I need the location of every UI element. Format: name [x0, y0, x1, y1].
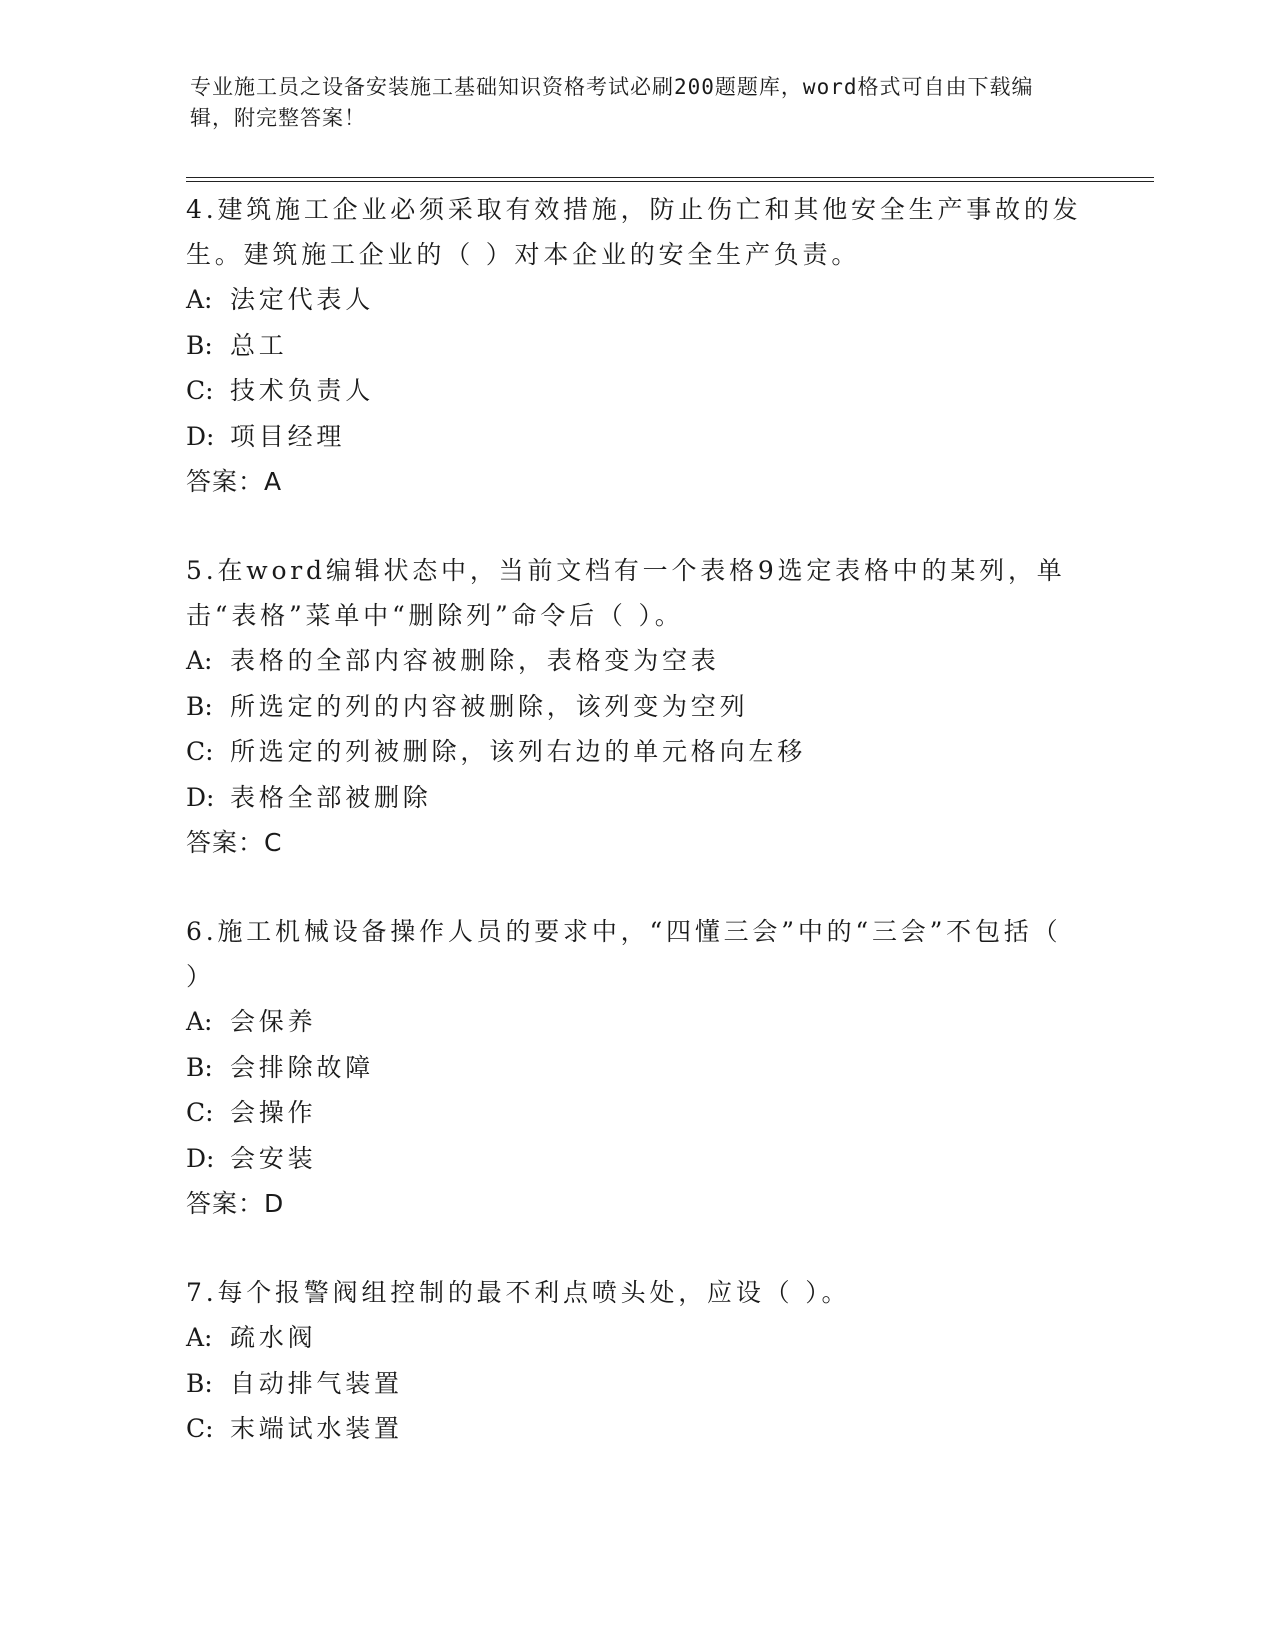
option-b	[186, 684, 1086, 730]
document-header: 专业施工员之设备安装施工基础知识资格考试必刷200题题库，word格式可自由下载编辑，附完整答案！	[190, 75, 1034, 130]
option-c	[186, 1406, 1086, 1452]
option-letter: B:	[186, 1368, 213, 1398]
answer-line: 答案：C	[186, 828, 283, 857]
question-list	[186, 187, 1086, 1496]
option-c	[186, 1090, 1086, 1136]
answer-line: 答案：A	[186, 467, 283, 496]
option-a	[186, 638, 1086, 684]
question-4	[186, 187, 1086, 504]
option-letter: A:	[186, 1007, 213, 1036]
option-letter: C:	[186, 737, 214, 766]
option-letter: A:	[186, 1323, 213, 1352]
option-text: 会排除故障	[230, 1052, 375, 1082]
option-b	[186, 323, 1086, 369]
question-7	[186, 1270, 1086, 1452]
option-letter: D:	[186, 1143, 215, 1173]
option-c	[186, 729, 1086, 775]
option-b	[186, 1045, 1086, 1091]
option-c	[186, 368, 1086, 414]
question-stem: 4.建筑施工企业必须采取有效措施，防止伤亡和其他安全生产事故的发生。建筑施工企业的（ ）对本企业的安全生产负责。	[186, 195, 1082, 269]
option-letter: C:	[186, 1098, 214, 1127]
option-text: 所选定的列被删除，该列右边的单元格向左移	[230, 737, 807, 766]
option-a	[186, 1315, 1086, 1361]
option-text: 项目经理	[230, 421, 346, 451]
option-d	[186, 775, 1086, 821]
option-text: 总工	[230, 330, 288, 360]
question-5	[186, 548, 1086, 865]
option-letter: A:	[186, 285, 213, 314]
option-text: 疏水阀	[230, 1323, 317, 1352]
option-letter: C:	[186, 1414, 214, 1443]
option-text: 会操作	[230, 1098, 317, 1127]
answer-line: 答案：D	[186, 1189, 285, 1218]
option-a	[186, 999, 1086, 1045]
question-stem: 7.每个报警阀组控制的最不利点喷头处，应设（ ）。	[186, 1278, 851, 1307]
option-letter: B:	[186, 1052, 213, 1082]
option-text: 所选定的列的内容被删除，该列变为空列	[230, 691, 749, 721]
option-letter: C:	[186, 376, 214, 405]
option-letter: B:	[186, 330, 213, 360]
option-letter: B:	[186, 691, 213, 721]
option-letter: D:	[186, 421, 215, 451]
option-text: 会安装	[230, 1143, 317, 1173]
option-a	[186, 277, 1086, 323]
option-text: 法定代表人	[230, 285, 375, 314]
option-letter: D:	[186, 782, 215, 812]
option-b	[186, 1361, 1086, 1407]
option-text: 表格全部被删除	[230, 782, 432, 812]
option-text: 技术负责人	[230, 376, 375, 405]
question-stem: 5.在word编辑状态中，当前文档有一个表格9选定表格中的某列，单击“表格”菜单中“删除列”命令后（ ）。	[186, 556, 1066, 630]
option-d	[186, 414, 1086, 460]
option-text: 末端试水装置	[230, 1414, 403, 1443]
option-d	[186, 1136, 1086, 1182]
header-divider-bottom	[186, 181, 1154, 182]
header-divider-top	[186, 177, 1154, 178]
option-letter: A:	[186, 646, 213, 675]
question-stem: 6.施工机械设备操作人员的要求中，“四懂三会”中的“三会”不包括（ ）	[186, 917, 1062, 991]
option-text: 表格的全部内容被删除，表格变为空表	[230, 646, 720, 675]
question-6	[186, 909, 1086, 1226]
option-text: 自动排气装置	[230, 1368, 403, 1398]
option-text: 会保养	[230, 1007, 317, 1036]
